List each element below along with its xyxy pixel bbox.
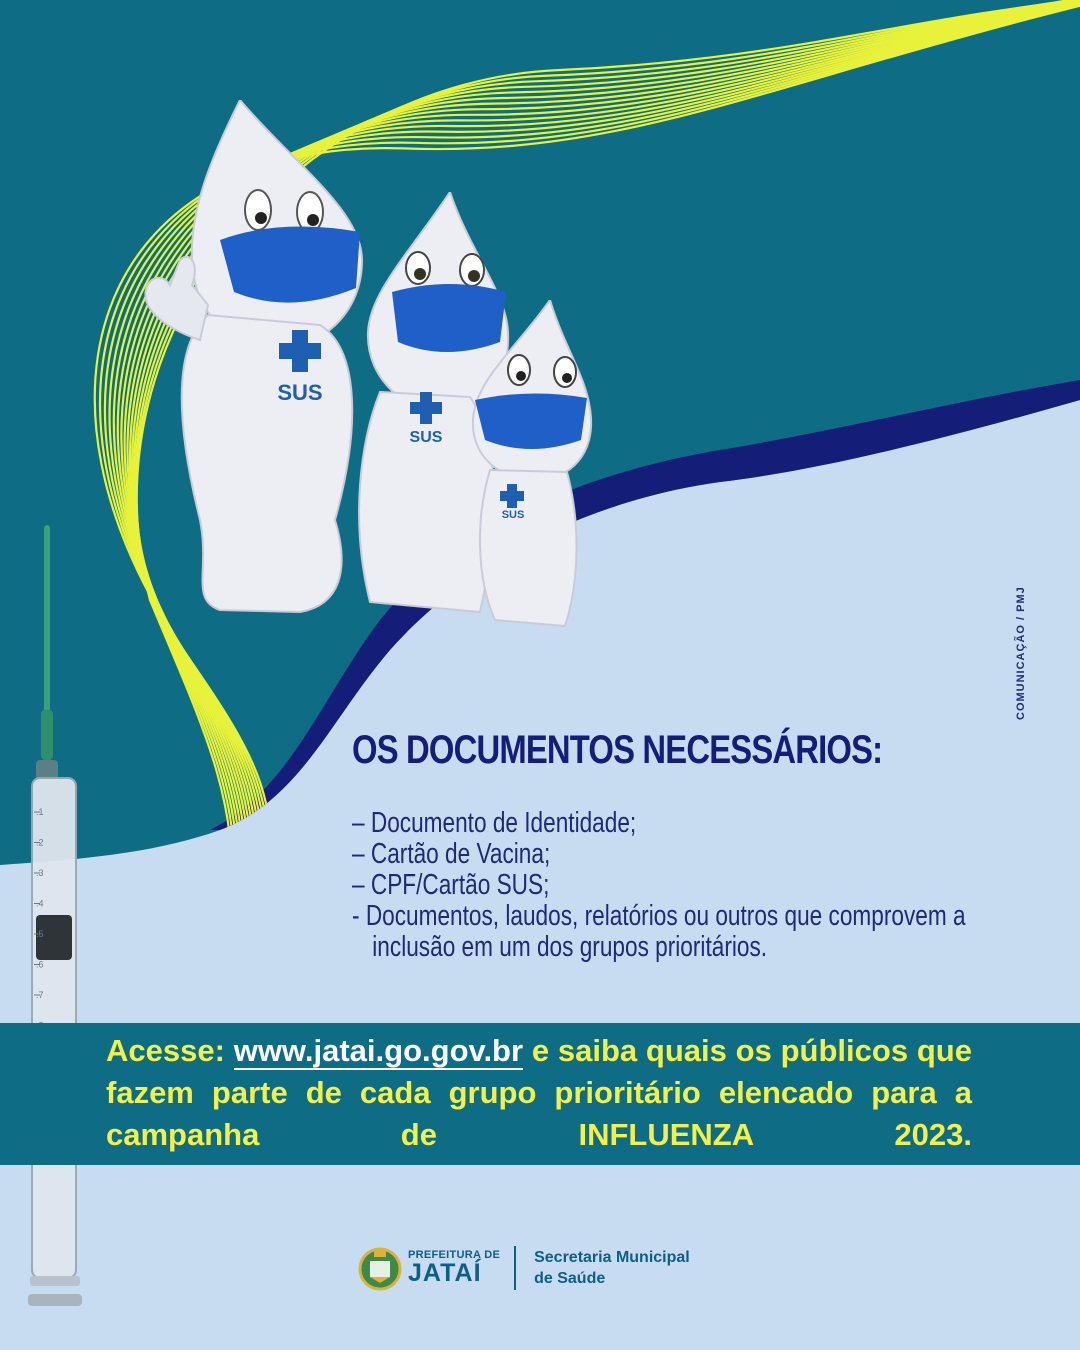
secretary-line-1: Secretaria Municipal [534,1249,690,1266]
mother-badge-text: SUS [409,429,443,446]
credit-text: COMUNICAÇÃO / PMJ [1015,586,1027,720]
banner-text [106,1030,972,1156]
footer-logo [358,1242,690,1294]
logo-city-name: JATAÍ [408,1259,482,1287]
prefeitura-logo-text [408,1250,500,1286]
document-item [352,901,966,963]
secretary-line-2: de Saúde [534,1270,606,1287]
secretary-name [534,1247,690,1289]
syringe-scale-label: .3 [36,868,44,878]
mascot-child [455,300,600,638]
document-item: – Documento de Identidade; [352,807,637,839]
syringe-scale-label: .4 [36,898,44,909]
documents-list [352,808,966,963]
website-link[interactable]: www.jatai.go.gov.br [233,1033,524,1068]
document-item: – Cartão de Vacina; [352,838,551,870]
banner-prefix: Acesse: [106,1033,225,1068]
syringe-illustration [24,520,94,1320]
document-item-continuation: inclusão em um dos grupos prioritários. [372,931,768,963]
syringe-scale-label: .2 [36,837,44,848]
footer-divider [514,1246,516,1290]
banner-suffix: e saiba quais os públicos que fazem parte de cada grupo prioritário elencado para a campanha de INFLUENZA 2023. [106,1033,972,1152]
syringe-scale-label: .7 [36,990,44,1000]
father-badge-text: SUS [277,380,323,405]
document-item-text: - Documentos, laudos, relatórios ou outros que comprovem a [352,900,966,932]
syringe-scale-label: .6 [36,959,44,970]
documents-title: OS DOCUMENTOS NECESSÁRIOS: [352,728,883,772]
document-item: – CPF/Cartão SUS; [352,869,550,901]
logo-prefix: PREFEITURA DE [408,1249,501,1261]
city-crest-icon [358,1245,402,1291]
syringe-scale-label: .5 [36,929,44,939]
syringe-scale-label: .1 [36,807,44,817]
child-badge-text: SUS [501,509,525,521]
